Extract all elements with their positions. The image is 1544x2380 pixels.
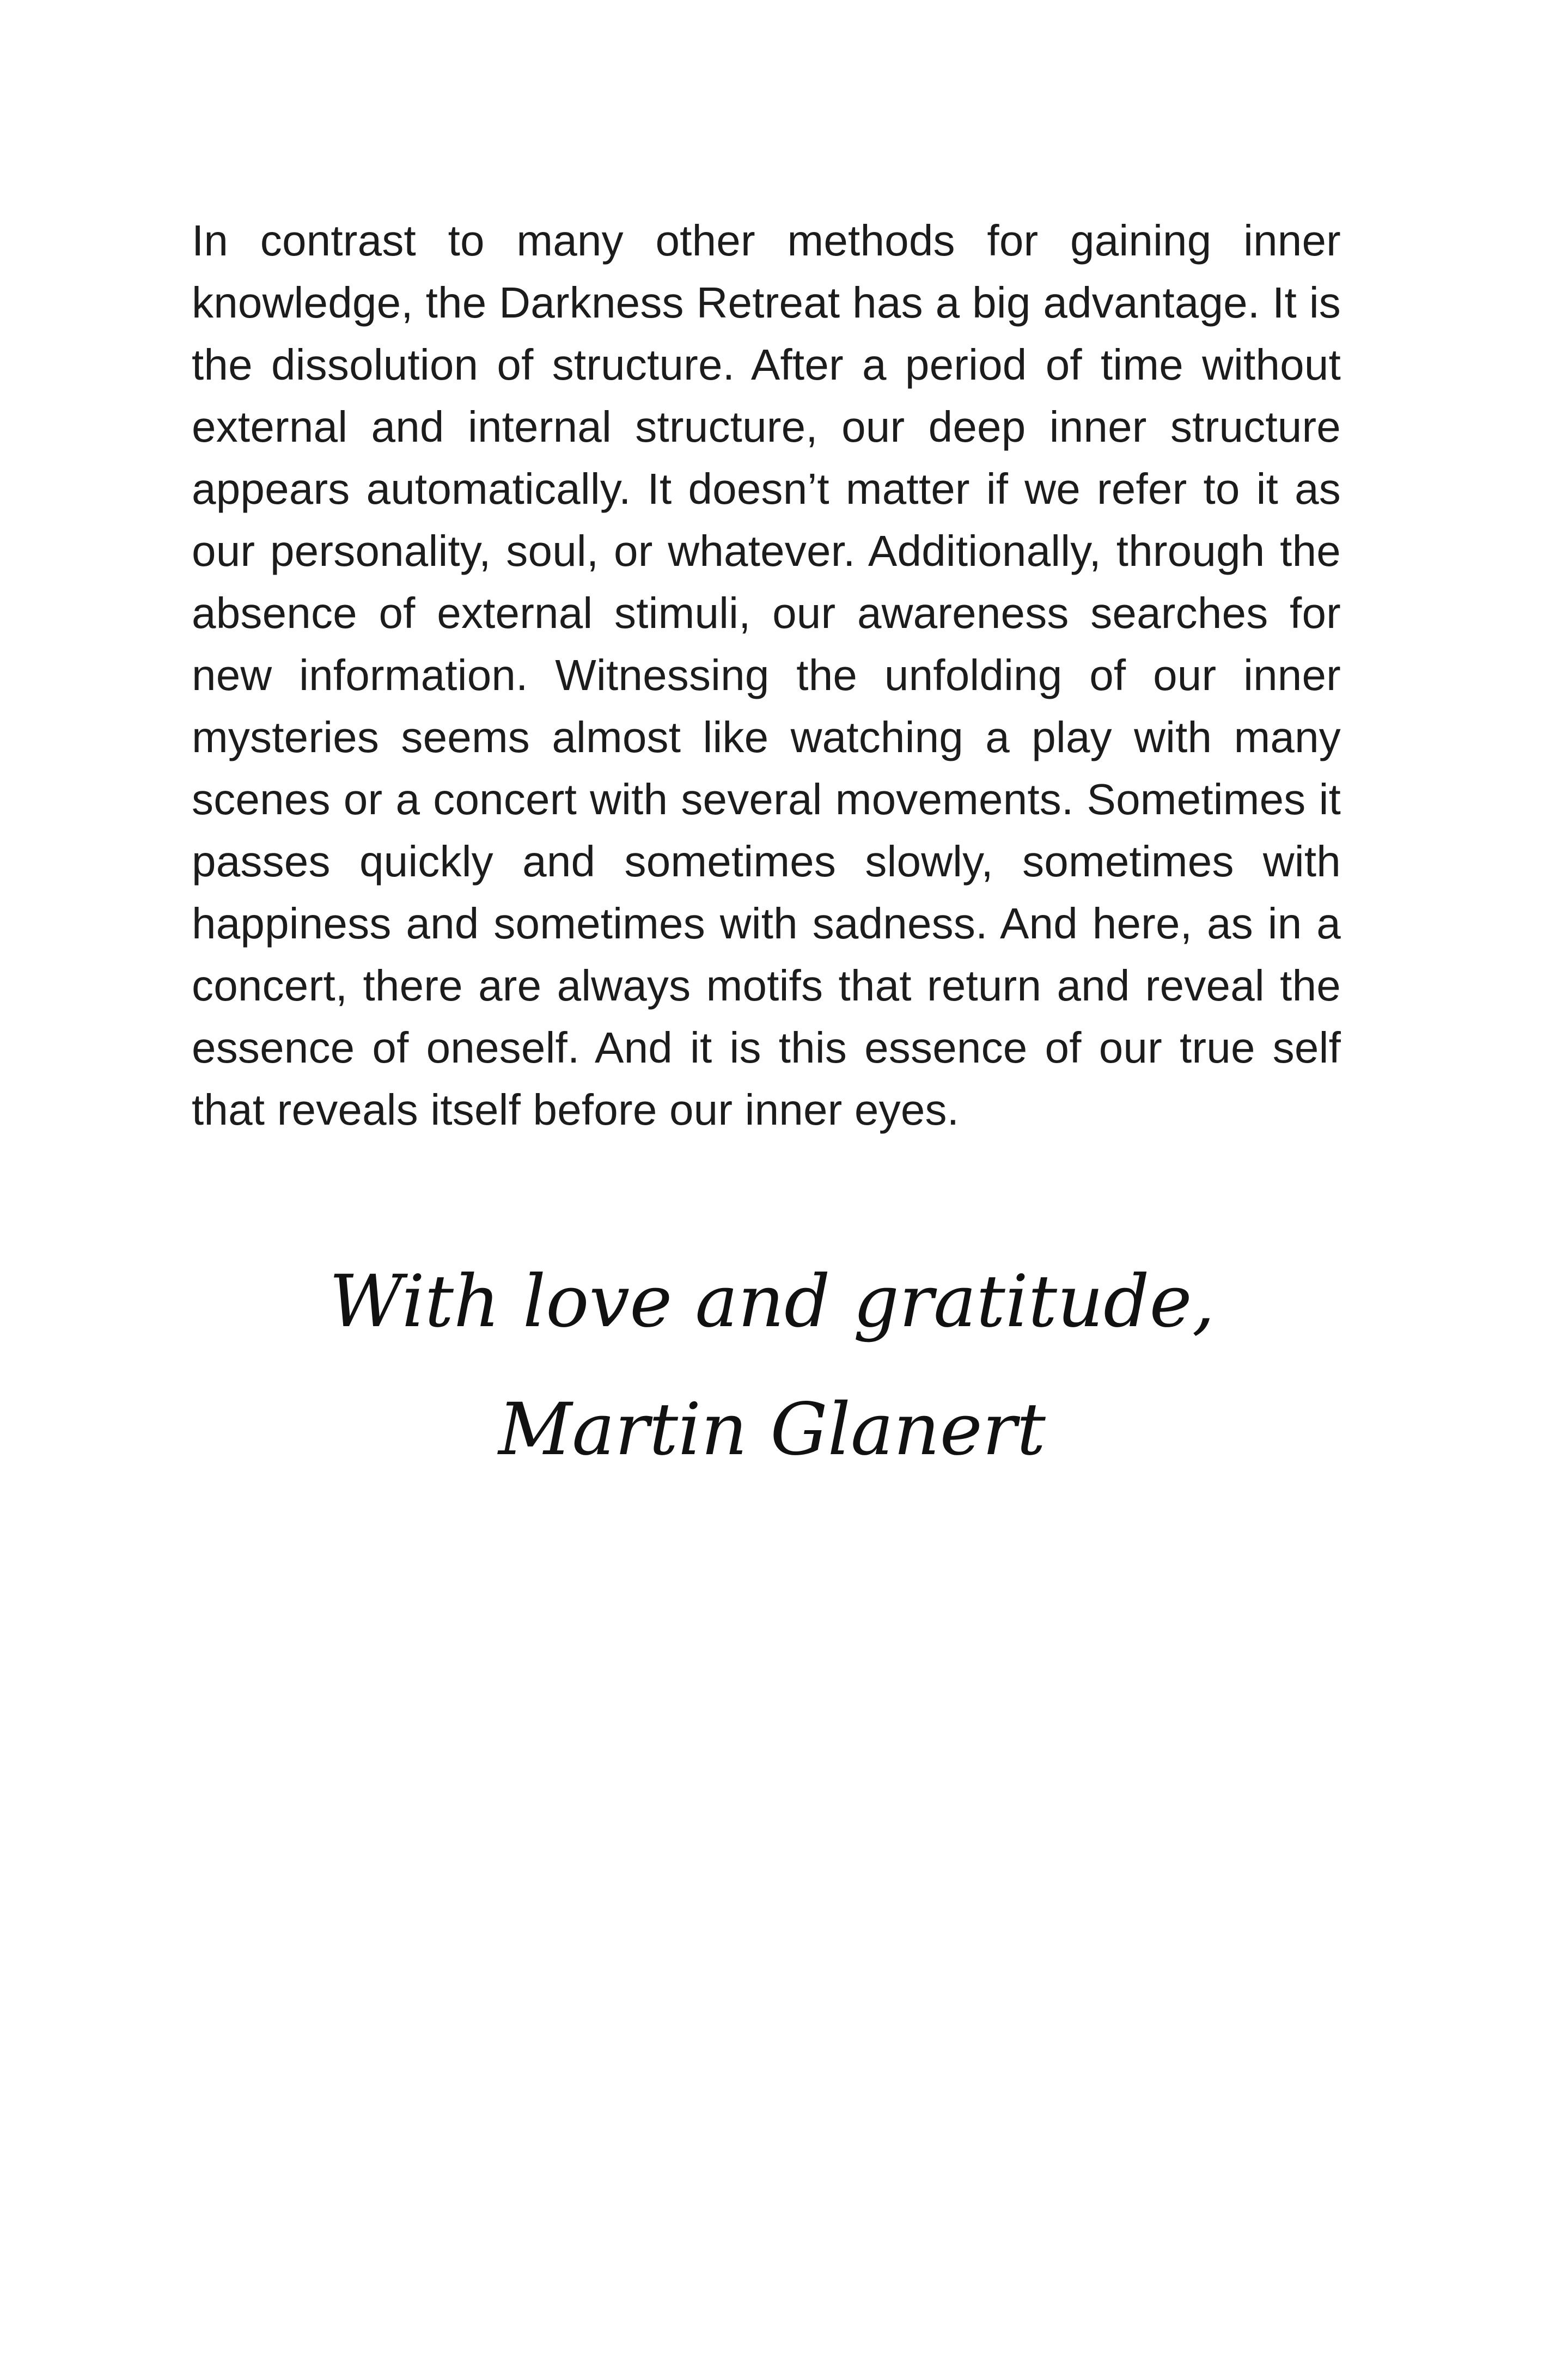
- body-paragraph: In contrast to many other methods for gaining inner knowledge, the Darkness Retreat has a big advantage. It is the dissolution of structure. After a period of time without external and internal structure, our deep inner structure appears automatically. It doesn’t matter if we refer to it as our personality, soul, or whatever. Additionally, through the absence of external stimuli, our awareness searches for new information. Witnessing the unfolding of our inner mysteries seems almost like watching a play with many scenes or a concert with several movements. Sometimes it passes quickly and sometimes slowly, sometimes with happiness and sometimes with sadness. And here, as in a concert, there are always motifs that return and reveal the essence of oneself. And it is this essence of our true self that reveals itself before our inner eyes.: [192, 216, 1341, 1134]
- author-signature: Martin Glanert: [498, 1388, 1046, 1472]
- closing-salutation: With love and gratitude,: [329, 1260, 1215, 1344]
